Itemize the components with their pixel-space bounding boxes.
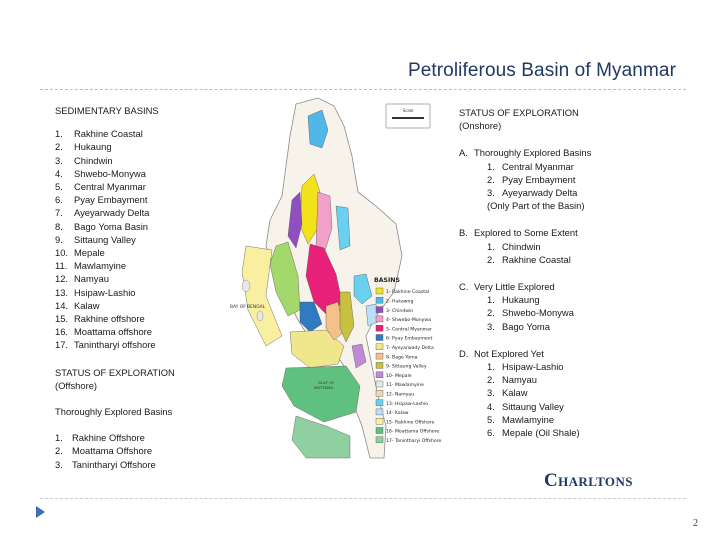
group-item-name: Central Myanmar xyxy=(502,160,574,172)
basin-list-item xyxy=(55,312,245,325)
basin-list-item xyxy=(55,167,245,180)
group-item xyxy=(487,240,669,253)
offshore-number: 2. xyxy=(55,445,63,457)
basin-list-item xyxy=(55,299,245,312)
onshore-heading-line1: STATUS OF EXPLORATION xyxy=(459,107,579,118)
offshore-subheading: Thoroughly Explored Basins xyxy=(55,406,173,418)
basin-list-item xyxy=(55,259,245,272)
group-title: Not Explored Yet xyxy=(474,347,544,359)
legend-swatch xyxy=(376,316,383,322)
basin-number: 7. xyxy=(55,207,63,219)
legend-swatch xyxy=(376,353,383,359)
basin-name: Namyau xyxy=(74,273,109,285)
offshore-name: Tanintharyi Offshore xyxy=(72,458,156,470)
basin-list-item xyxy=(55,193,245,206)
group-item-name: Bago Yoma xyxy=(502,320,550,332)
basin-list-item xyxy=(55,220,245,233)
offshore-basin-list xyxy=(55,431,245,471)
group-item xyxy=(487,306,669,319)
group-item xyxy=(487,160,669,173)
basin-name: Hsipaw-Lashio xyxy=(74,286,136,298)
group-item-name: Ayeyarwady Delta xyxy=(502,187,578,199)
legend-label: 12- Namyau xyxy=(386,392,415,398)
scale-box xyxy=(386,104,430,128)
group-item-number: 1. xyxy=(487,294,495,306)
legend-label: 4- Shwebo-Monywa xyxy=(386,318,431,324)
legend-label: 5- Central Myanmar xyxy=(386,327,432,333)
gulf-label-line1: GULF OF xyxy=(318,380,335,385)
basin-list-item xyxy=(55,286,245,299)
legend-swatch xyxy=(376,418,383,424)
group-heading xyxy=(459,146,669,159)
basin-number: 3. xyxy=(55,154,63,166)
group-item-number: 1. xyxy=(487,240,495,252)
island xyxy=(242,280,250,292)
onshore-group xyxy=(459,146,669,212)
legend-swatch xyxy=(376,409,383,415)
legend-swatch xyxy=(376,325,383,331)
group-item-list xyxy=(459,160,669,200)
triangle-arrow-icon xyxy=(36,506,45,518)
offshore-number: 1. xyxy=(55,432,63,444)
offshore-number: 3. xyxy=(55,458,63,470)
onshore-heading-line2: (Onshore) xyxy=(459,120,502,132)
scale-label: Scale xyxy=(402,108,414,113)
onshore-groups xyxy=(459,146,669,439)
group-item-number: 2. xyxy=(487,253,495,265)
group-item-name: Chindwin xyxy=(502,240,541,252)
group-item-number: 5. xyxy=(487,413,495,425)
legend-swatch xyxy=(376,437,383,443)
group-item-number: 2. xyxy=(487,173,495,185)
group-item xyxy=(487,373,669,386)
basin-number: 5. xyxy=(55,181,63,193)
group-item-list xyxy=(459,240,669,266)
basin-name: Bago Yoma Basin xyxy=(74,220,149,232)
basin-name: Mepale xyxy=(74,247,105,259)
offshore-heading-line2: (Offshore) xyxy=(55,379,98,391)
group-item xyxy=(487,400,669,413)
offshore-status-heading xyxy=(55,366,245,392)
charltons-logo xyxy=(544,470,633,492)
group-item xyxy=(487,173,669,186)
group-item-number: 1. xyxy=(487,361,495,373)
basin-list-item xyxy=(55,140,245,153)
onshore-group xyxy=(459,280,669,333)
legend-swatch xyxy=(376,372,383,378)
group-item-number: 3. xyxy=(487,187,495,199)
legend-swatch xyxy=(376,344,383,350)
basin-name: Sittaung Valley xyxy=(74,233,136,245)
basin-name: Tanintharyi offshore xyxy=(74,339,156,351)
group-letter: D. xyxy=(459,347,469,359)
legend-label: 6- Pyay Embayment xyxy=(386,336,433,342)
legend-swatch xyxy=(376,335,383,341)
basin-name: Central Myanmar xyxy=(74,181,146,193)
legend-label: 14- Kalaw xyxy=(386,411,409,417)
sedimentary-basin-list xyxy=(55,127,245,351)
group-item-number: 4. xyxy=(487,400,495,412)
basin-number: 16. xyxy=(55,326,69,338)
group-item-name: Shwebo-Monywa xyxy=(502,307,574,319)
legend-swatch xyxy=(376,362,383,368)
legend-label: 10- Mepale xyxy=(386,373,412,379)
logo-cap: C xyxy=(544,470,559,491)
legend-label: 2- Hukawng xyxy=(386,299,414,305)
legend-label: 11- Mawlamyine xyxy=(386,383,424,389)
legend-label: 17- Tanintharyi Offshore xyxy=(386,439,442,444)
legend-swatch xyxy=(376,288,383,294)
group-item-name: Namyau xyxy=(502,374,537,386)
group-heading xyxy=(459,347,669,360)
title-divider xyxy=(40,89,686,90)
basin-number: 6. xyxy=(55,194,63,206)
legend-label: 15- Rakhine Offshore xyxy=(386,420,435,426)
legend-swatch xyxy=(376,400,383,406)
legend-title: BASINS xyxy=(374,277,400,284)
group-item-number: 2. xyxy=(487,307,495,319)
onshore-group xyxy=(459,226,669,266)
gulf-label-line2: MOTTAMA xyxy=(314,385,334,390)
legend-label: 8- Bago Yoma xyxy=(386,355,418,361)
basin-name: Pyay Embayment xyxy=(74,194,148,206)
basin-name: Ayeyarwady Delta xyxy=(74,207,150,219)
group-item-list xyxy=(459,360,669,439)
legend-swatch xyxy=(376,390,383,396)
island xyxy=(257,311,263,321)
group-item xyxy=(487,253,669,266)
basin-list-item xyxy=(55,127,245,140)
legend-label: 9- Sittaung Valley xyxy=(386,364,427,370)
bay-of-bengal-label: BAY OF BENGAL xyxy=(230,305,266,310)
legend-label: 16- Moattama Offshore xyxy=(386,429,440,435)
offshore-name: Moattama Offshore xyxy=(72,445,153,457)
group-item xyxy=(487,360,669,373)
basin-name: Rakhine Coastal xyxy=(74,128,143,140)
myanmar-basin-map xyxy=(226,96,452,460)
group-item-number: 2. xyxy=(487,374,495,386)
left-column xyxy=(55,104,245,471)
basin-list-item xyxy=(55,272,245,285)
legend-swatch xyxy=(376,297,383,303)
basin-number: 9. xyxy=(55,233,63,245)
basin-name: Kalaw xyxy=(74,299,100,311)
basin-name: Shwebo-Monywa xyxy=(74,167,146,179)
basin-name: Moattama offshore xyxy=(74,326,152,338)
basin-list-item xyxy=(55,325,245,338)
basin-list-item xyxy=(55,206,245,219)
group-letter: B. xyxy=(459,227,468,239)
offshore-heading-line1: STATUS OF EXPLORATION xyxy=(55,366,175,378)
group-letter: C. xyxy=(459,281,469,293)
group-item xyxy=(487,413,669,426)
group-item-number: 1. xyxy=(487,160,495,172)
offshore-list-item xyxy=(55,458,245,471)
legend-label: 13- Hsipaw-Lashio xyxy=(386,401,428,407)
basin-name: Chindwin xyxy=(74,154,113,166)
basin-number: 10. xyxy=(55,247,69,259)
group-title: Very Little Explored xyxy=(474,281,555,293)
group-item-list xyxy=(459,293,669,333)
basin-number: 2. xyxy=(55,141,63,153)
basin-number: 13. xyxy=(55,286,69,298)
group-item-name: Hukaung xyxy=(502,294,540,306)
basin-list-item xyxy=(55,154,245,167)
basin-number: 17. xyxy=(55,339,69,351)
group-title: Explored to Some Extent xyxy=(474,227,578,239)
legend-swatch xyxy=(376,381,383,387)
basin-list-item xyxy=(55,180,245,193)
group-heading xyxy=(459,280,669,293)
group-item-name: Mawlamyine xyxy=(502,413,555,425)
basin-list-item xyxy=(55,233,245,246)
legend-swatch xyxy=(376,428,383,434)
basin-number: 14. xyxy=(55,299,69,311)
group-item-name: Sittaung Valley xyxy=(502,400,564,412)
basin-name: Hukaung xyxy=(74,141,112,153)
group-heading xyxy=(459,226,669,239)
basin-list-item xyxy=(55,246,245,259)
onshore-status-heading xyxy=(459,106,669,132)
group-item-number: 3. xyxy=(487,320,495,332)
legend-label: 1- Rakhine Coastal xyxy=(386,290,430,296)
page-title: Petroliferous Basin of Myanmar xyxy=(407,60,676,81)
group-item-number: 6. xyxy=(487,427,495,439)
group-item xyxy=(487,320,669,333)
basin-number: 12. xyxy=(55,273,69,285)
group-item-number: 3. xyxy=(487,387,495,399)
page-number: 2 xyxy=(693,518,698,529)
group-item-name: Hsipaw-Lashio xyxy=(502,361,564,373)
legend-label: 3- Chindwin xyxy=(386,308,414,314)
basin-list-item xyxy=(55,338,245,351)
basin-name: Mawlamyine xyxy=(74,260,127,272)
basin-number: 11. xyxy=(55,260,68,272)
basin-name: Rakhine offshore xyxy=(74,313,145,325)
legend-label: 7- Ayeyarwady Delta xyxy=(386,346,434,351)
basin-number: 4. xyxy=(55,167,63,179)
sedimentary-heading: SEDIMENTARY BASINS xyxy=(55,105,159,116)
offshore-list-item xyxy=(55,431,245,444)
onshore-group xyxy=(459,347,669,439)
group-item xyxy=(487,386,669,399)
group-item-name: Rakhine Coastal xyxy=(502,253,571,265)
group-item-name: Mepale (Oil Shale) xyxy=(502,427,580,439)
group-item-name: Pyay Embayment xyxy=(502,173,576,185)
legend-swatch xyxy=(376,307,383,313)
map-svg xyxy=(226,96,452,460)
basin-number: 8. xyxy=(55,220,63,232)
group-item xyxy=(487,426,669,439)
offshore-name: Rakhine Offshore xyxy=(72,432,145,444)
group-item-name: Kalaw xyxy=(502,387,528,399)
basin-number: 15. xyxy=(55,313,69,325)
offshore-list-item xyxy=(55,444,245,457)
footer-divider xyxy=(40,498,686,499)
logo-rest: HARLTONS xyxy=(558,474,633,489)
group-item xyxy=(487,186,669,199)
group-item xyxy=(487,293,669,306)
basin-number: 1. xyxy=(55,128,63,140)
right-column xyxy=(459,106,669,439)
group-note: (Only Part of the Basin) xyxy=(487,200,585,212)
group-letter: A. xyxy=(459,147,468,159)
group-title: Thoroughly Explored Basins xyxy=(474,147,592,159)
